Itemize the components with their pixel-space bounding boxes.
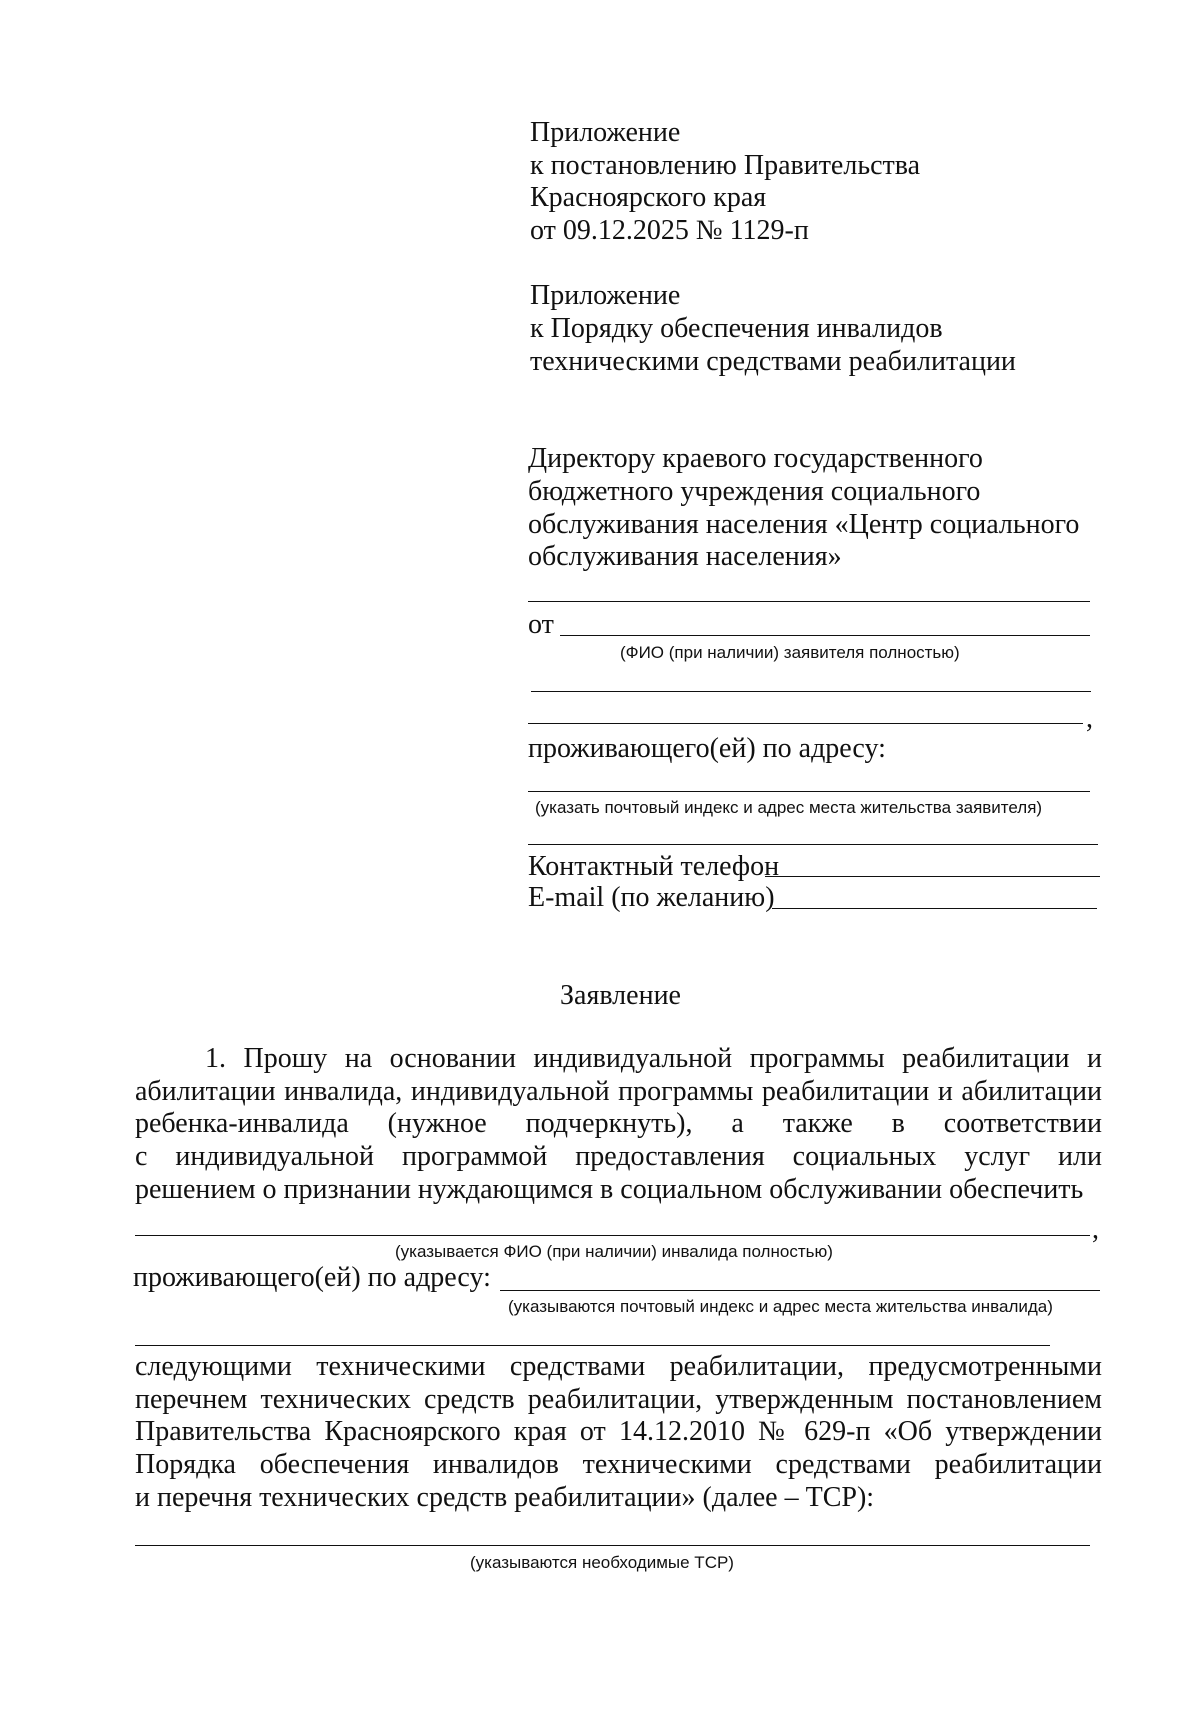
p2-line-4: Порядка обеспечения инвалидов техническими средствами реабилитации <box>135 1449 1102 1480</box>
applicant-address-line[interactable] <box>528 791 1090 792</box>
email-label: E-mail (по желанию) <box>528 882 775 913</box>
tsr-line[interactable] <box>135 1545 1090 1546</box>
invalid-address-line-2[interactable] <box>135 1345 1050 1346</box>
appendix1-line1: Приложение <box>530 117 681 148</box>
phone-line[interactable] <box>765 876 1100 877</box>
addressee-line3: обслуживания населения «Центр социального <box>528 509 1080 540</box>
p2-line-1: следующими техническими средствами реабилитации, предусмотренными <box>135 1351 1102 1382</box>
addressee-line4: обслуживания населения» <box>528 541 842 572</box>
p1-line-2: абилитации инвалида, индивидуальной программы реабилитации и абилитации <box>135 1076 1102 1107</box>
addressee-blank-line-2[interactable] <box>531 691 1091 692</box>
invalid-fio-comma: , <box>1092 1214 1099 1245</box>
invalid-fio-caption: (указывается ФИО (при наличии) инвалида полностью) <box>395 1242 833 1261</box>
appendix1-line3: Красноярского края <box>530 182 767 213</box>
addressee-comma: , <box>1086 703 1093 734</box>
p2-line-2: перечнем технических средств реабилитации, утвержденным постановлением <box>135 1384 1102 1415</box>
invalid-address-caption: (указываются почтовый индекс и адрес места жительства инвалида) <box>508 1297 1053 1316</box>
invalid-fio-line[interactable] <box>135 1235 1090 1236</box>
tsr-caption: (указываются необходимые ТСР) <box>470 1553 734 1572</box>
p2-line-3: Правительства Красноярского края от 14.12.2010 № 629-п «Об утверждении <box>135 1416 1102 1447</box>
email-line[interactable] <box>772 908 1097 909</box>
addressee-line1: Директору краевого государственного <box>528 443 983 474</box>
p2-line-5: и перечня технических средств реабилитации» (далее – ТСР): <box>135 1482 875 1513</box>
appendix1-line2: к постановлению Правительства <box>530 150 921 181</box>
applicant-address-label: проживающего(ей) по адресу: <box>528 733 886 764</box>
applicant-address-caption: (указать почтовый индекс и адрес места жительства заявителя) <box>535 798 1043 817</box>
phone-label: Контактный телефон <box>528 851 780 882</box>
p1-line-1: 1. Прошу на основании индивидуальной программы реабилитации и <box>205 1043 1102 1074</box>
addressee-blank-line-3[interactable] <box>528 723 1083 724</box>
p1-line-5: решением о признании нуждающимся в социальном обслуживании обеспечить <box>135 1174 1084 1205</box>
from-label: от <box>528 609 554 640</box>
addressee-blank-line-4[interactable] <box>528 844 1098 845</box>
invalid-address-line[interactable] <box>500 1290 1100 1291</box>
invalid-address-label: проживающего(ей) по адресу: <box>133 1262 491 1293</box>
p1-line-4: с индивидуальной программой предоставления социальных услуг или <box>135 1141 1102 1172</box>
addressee-line2: бюджетного учреждения социального <box>528 476 981 507</box>
applicant-fio-caption: (ФИО (при наличии) заявителя полностью) <box>620 643 960 662</box>
applicant-fio-line[interactable] <box>560 635 1090 636</box>
appendix1-line4: от 09.12.2025 № 1129-п <box>530 215 809 246</box>
addressee-blank-line-1[interactable] <box>528 601 1090 602</box>
appendix2-line2: к Порядку обеспечения инвалидов <box>530 313 943 344</box>
p1-line-3: ребенка-инвалида (нужное подчеркнуть), а также в соответствии <box>135 1108 1102 1139</box>
appendix2-line3: техническими средствами реабилитации <box>530 346 1016 377</box>
document-title: Заявление <box>560 980 681 1011</box>
appendix2-line1: Приложение <box>530 280 681 311</box>
